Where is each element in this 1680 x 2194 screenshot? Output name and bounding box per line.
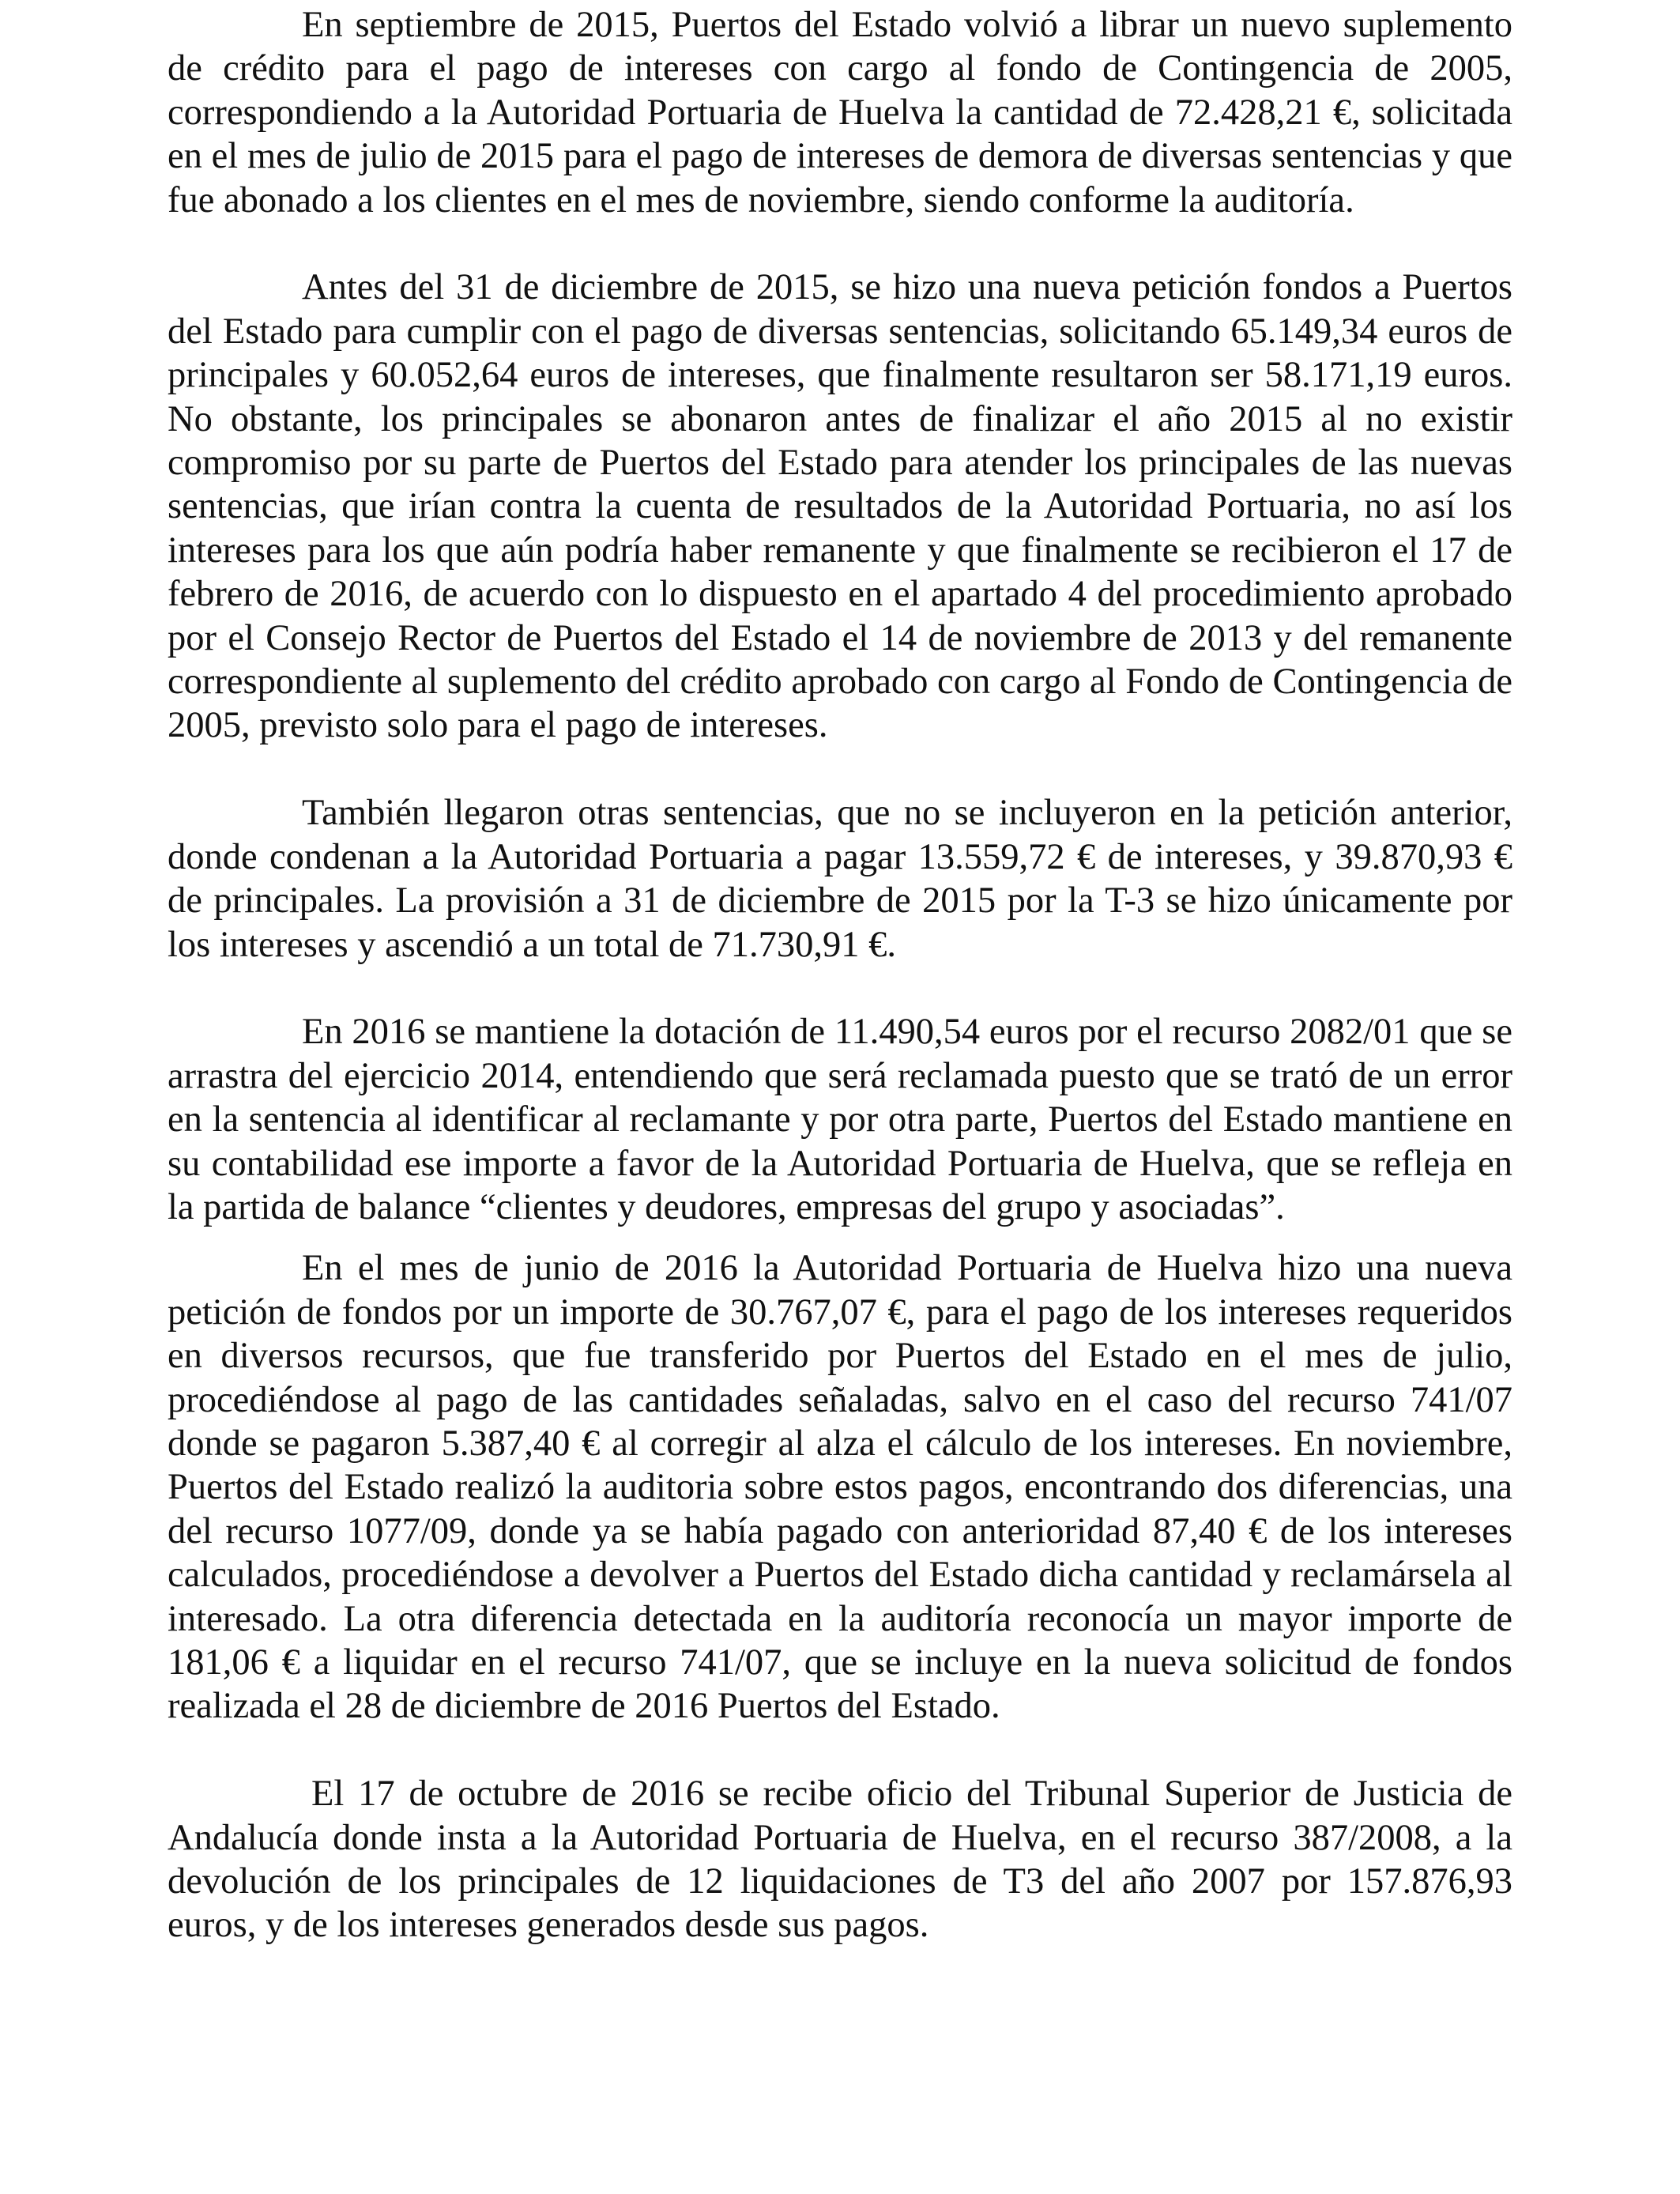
- paragraph-peticion-fondos-diciembre-2015: Antes del 31 de diciembre de 2015, se hizo una nueva petición fondos a Puertos del Estado para cumplir con el pago de diversas sentencias, solicitando 65.149,34 euros de principales y 60.052,64 euros de intereses, que finalmente resultaron ser 58.171,19 euros. No obstante, los principales se abonaron antes de finalizar el año 2015 al no existir compromiso por su parte de Puertos del Estado para atender los principales de las nuevas sentencias, que irían contra la cuenta de resultados de la Autoridad Portuaria, no así los intereses para los que aún podría haber remanente y que finalmente se recibieron el 17 de febrero de 2016, de acuerdo con lo dispuesto en el apartado 4 del procedimiento aprobado por el Consejo Rector de Puertos del Estado el 14 de noviembre de 2013 y del remanente correspondiente al suplemento del crédito aprobado con cargo al Fondo de Contingencia de 2005, previsto solo para el pago de intereses.: [168, 267, 1512, 746]
- paragraph-spacer: [168, 967, 1512, 1010]
- paragraph-spacer: [168, 1728, 1512, 1772]
- paragraph-spacer: [168, 748, 1512, 791]
- paragraph-peticion-junio-2016: En el mes de junio de 2016 la Autoridad Portuaria de Huelva hizo una nueva petición de fondos por un importe de 30.767,07 €, para el pago de los intereses requeridos en diversos recursos, que fue transferido por Puertos del Estado en el mes de julio, procediéndose al pago de las cantidades señaladas, salvo en el caso del recurso 741/07 donde se pagaron 5.387,40 € al corregir al alza el cálculo de los intereses. En noviembre, Puertos del Estado realizó la auditoria sobre estos pagos, encontrando dos diferencias, una del recurso 1077/09, donde ya se había pagado con anterioridad 87,40 € de los intereses calculados, procediéndose a devolver a Puertos del Estado dicha cantidad y reclamársela al interesado. La otra diferencia detectada en la auditoría reconocía un mayor importe de 181,06 € a liquidar en el recurso 741/07, que se incluye en la nueva solicitud de fondos realizada el 28 de diciembre de 2016 Puertos del Estado.: [168, 1248, 1512, 1727]
- document-page: [168, 0, 1512, 2194]
- paragraph-dotacion-2016: En 2016 se mantiene la dotación de 11.490,54 euros por el recurso 2082/01 que se arrastra del ejercicio 2014, entendiendo que será reclamada puesto que se trató de un error en la sentencia al identificar al reclamante y por otra parte, Puertos del Estado mantiene en su contabilidad ese importe a favor de la Autoridad Portuaria de Huelva, que se refleja en la partida de balance “clientes y deudores, empresas del grupo y asociadas”.: [168, 1012, 1512, 1227]
- paragraph-spacer: [168, 222, 1512, 266]
- paragraph-spacer: [168, 1229, 1512, 1246]
- paragraph-oficio-tsj-andalucia: El 17 de octubre de 2016 se recibe oficio del Tribunal Superior de Justicia de Andalucía donde insta a la Autoridad Portuaria de Huelva, en el recurso 387/2008, a la devolución de los principales de 12 liquidaciones de T3 del año 2007 por 157.876,93 euros, y de los intereses generados desde sus pagos.: [168, 1774, 1512, 1946]
- paragraph-otras-sentencias: También llegaron otras sentencias, que no se incluyeron en la petición anterior, donde condenan a la Autoridad Portuaria a pagar 13.559,72 € de intereses, y 39.870,93 € de principales. La provisión a 31 de diciembre de 2015 por la T-3 se hizo únicamente por los intereses y ascendió a un total de 71.730,91 €.: [168, 793, 1512, 965]
- paragraph-fondo-contingencia-2015: En septiembre de 2015, Puertos del Estado volvió a librar un nuevo suplemento de crédito para el pago de intereses con cargo al fondo de Contingencia de 2005, correspondiendo a la Autoridad Portuaria de Huelva la cantidad de 72.428,21 €, solicitada en el mes de julio de 2015 para el pago de intereses de demora de diversas sentencias y que fue abonado a los clientes en el mes de noviembre, siendo conforme la auditoría.: [168, 5, 1512, 221]
